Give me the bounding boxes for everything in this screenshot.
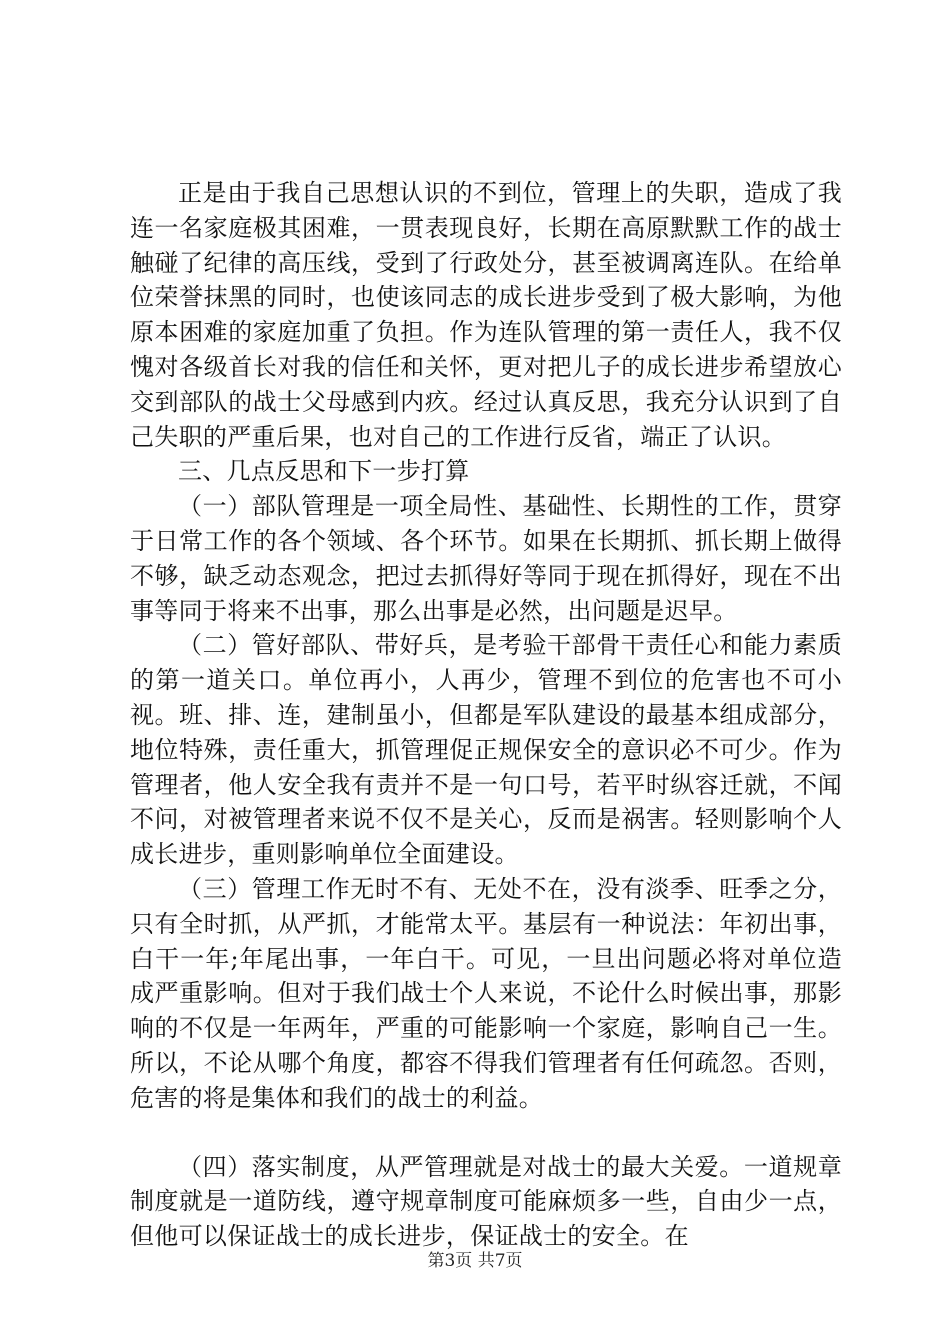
paragraph-point-1: （一）部队管理是一项全局性、基础性、长期性的工作，贯穿于日常工作的各个领域、各个环节。如果在长期抓、抓长期上做得不够，缺乏动态观念，把过去抓得好等同于现在抓得好，现在不出事等同于将来不出事，那么出事是必然，出问题是迟早。 [130,492,842,625]
paragraph-reflection: 正是由于我自己思想认识的不到位，管理上的失职，造成了我连一名家庭极其困难，一贯表现良好，长期在高原默默工作的战士触碰了纪律的高压线，受到了行政处分，甚至被调离连队。在给单位荣誉抹黑的同时，也使该同志的成长进步受到了极大影响，为他原本困难的家庭加重了负担。作为连队管理的第一责任人，我不仅愧对各级首长对我的信任和关怀，更对把儿子的成长进步希望放心交到部队的战士父母感到内疚。经过认真反思，我充分认识到了自己失职的严重后果，也对自己的工作进行反省，端正了认识。 [130,179,842,451]
page-footer: 第3页 共7页 [427,1251,523,1271]
paragraph-point-3: （三）管理工作无时不有、无处不在，没有淡季、旺季之分，只有全时抓，从严抓，才能常太平。基层有一种说法：年初出事，白干一年;年尾出事，一年白干。可见，一旦出问题必将对单位造成严重影响。但对于我们战士个人来说，不论什么时候出事，那影响的不仅是一年两年，严重的可能影响一个家庭，影响自己一生。所以，不论从哪个角度，都容不得我们管理者有任何疏忽。否则，危害的将是集体和我们的战士的利益。 [130,874,842,1112]
paragraph-point-4: （四）落实制度，从严管理就是对战士的最大关爱。一道规章制度就是一道防线，遵守规章制度可能麻烦多一些，自由少一点，但他可以保证战士的成长进步，保证战士的安全。在 [130,1152,842,1251]
paragraph-point-2: （二）管好部队、带好兵，是考验干部骨干责任心和能力素质的第一道关口。单位再小，人再少，管理不到位的危害也不可小视。班、排、连，建制虽小，但都是军队建设的最基本组成部分，地位特殊，责任重大，抓管理促正规保安全的意识必不可少。作为管理者，他人安全我有责并不是一句口号，若平时纵容迁就，不闻不问，对被管理者来说不仅不是关心，反而是祸害。轻则影响个人成长进步，重则影响单位全面建设。 [130,631,842,869]
paragraph-gap [130,1116,842,1150]
document-body [130,176,842,1254]
section-heading: 三、几点反思和下一步打算 [178,457,470,486]
